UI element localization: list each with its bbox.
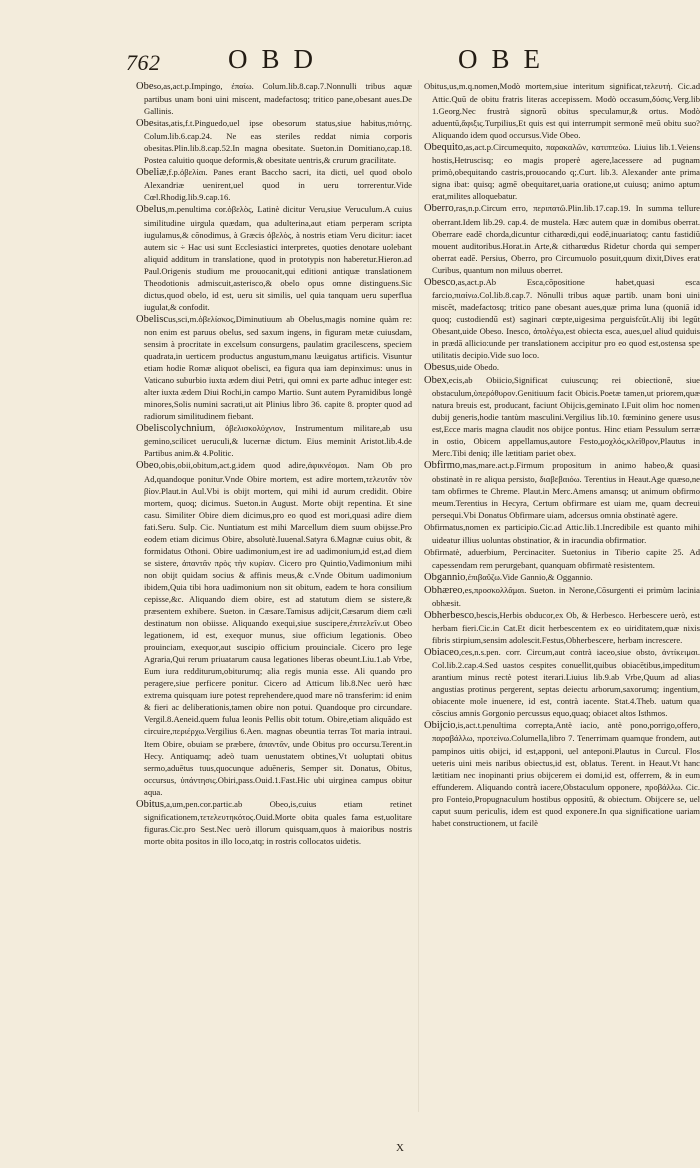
- page-number: 762: [126, 50, 161, 75]
- right-column: [424, 80, 700, 829]
- dictionary-entry: [424, 521, 700, 546]
- entry-headword: Obhæreo: [424, 584, 463, 596]
- entry-text: ,as,act.p.Circumequito, παρακαλῶν, κατιππεύω. Liuius lib.1.Veiens hostis,Hetruscisq; eo magis properè agere,lacessere ad pugnam primò,obequitando castris,prouocando q;.Curt. lib.3. Alexander ante prima signa ibat: quisq; agmē obequitaret,uaria oratione,ut cuiusq; animo aptum erat,milites alloquebatur.: [432, 142, 700, 202]
- dictionary-entry: [424, 571, 700, 584]
- entry-headword: Obeo: [136, 460, 159, 472]
- dictionary-entry: [136, 313, 412, 422]
- entry-headword: Oberro: [424, 203, 454, 215]
- entry-text: ,uide Obedo.: [454, 362, 500, 373]
- dictionary-entry: [136, 166, 412, 203]
- dictionary-entry: [424, 374, 700, 459]
- entry-text: ,a,um,pen.cor.partic.ab Obeo,is,cuius etiam retinet significationem,τετελευτηκότος.Ouid.Morte obita quales fama est,uolitare figuras.Cic.pro Sest.Nec uerò illorum quisquam,quos à maioribus nostris morte obita positos in illo loco,atq; in rostris collocatos uidetis.: [144, 798, 412, 846]
- entry-headword: Obelisc: [136, 313, 169, 325]
- dictionary-entry: [424, 609, 700, 646]
- entry-headword: Obfirmo: [424, 460, 461, 472]
- dictionary-entry: [424, 361, 700, 374]
- entry-headword: Obelus: [136, 204, 166, 216]
- entry-headword: Obiaceo: [424, 647, 459, 659]
- dictionary-entry: [136, 80, 412, 117]
- entry-text: ,ces,n.s.pen. corr. Circum,aut contrà iaceo,siue obsto, ἀντίκειμαι. Col.lib.2.cap.4.Sed uastos cespites conuellit,quibus obiacētibus,impeditum arantium minus rectè potest iterari.Liuius lib.9.ab Vrbe,Quum ad alias angustias protinus pergerent, septas deiectu arborum,saxorumq; ingentium, obiacente mole inuenere, id est, contrà iacente. Stat.4.Theb. uatum qua cōscius amnis Gorgonio percussus equo,quaq; obiacet altos Isthmos.: [432, 647, 700, 719]
- entry-text: ,obis,obii,obitum,act.g.idem quod adire,ἀφικνέομαι. Nam Ob pro Ad,quandoque ponitur.Vnde Obire mortem, est adire mortem,τελευτᾶν τὸν βίον.Plaut.in Aul.Vbi is obijt mortem, qui mihi id aurum credidit. Obire mortem, quoq; dicimus. Sueton.in August. Morte obijt repentina. Et sine casu. Similiter Obire diem dicimus,pro eo quod est mori,quasi adire diem fati.Seru. Sulp. Cic. Nuntiatum est mihi Marcellum diem suum obijsse.Pro eodem etiam dicimus Obire, absolutè.Iuuenal.Satyra 6.Magnæ cuius obit, & formidatus Othoni. Obire uadimonium,est ire ad uadimonium,id est,ad diem se sistere, ἀπαντᾶν πρὸς τὴν κυρίαν. Cicero pro Quintio,Vadimonium mihi non obijt quidam socius & affinis meus,& c.Vnde Obitum uadimonium ibidem,Quia tibi hora uadimonium non sit obitum, eadem te hora consilium cepisse,&c. Aliquando diem obire, est ad statutum diem se sistere,& præsentem exhibere. Sueton. in Cæsare.Tamisus adijcit,Cæsarum diem cæli destinatum non obiisse. Aliquando exequi,siue suscipere,ἐπιτελεῖν.ut Obeo legationem, id est, exequor munus, siue officium legationis. Obeo prouinciam, exequor,aut suscipio officium prouinciale. Cicero pro lege Agraria,Qui rerum priuatarum causa legationes liberas obeunt.Liu.1.ab Vrbe, Eum iura redditurum,obiturumq; alia regis munia esse. Ali quando pro peragere,siue perficere ponitur. Cicero ad Atticum lib.8.Nec uerò hæc extrema quisquam iure potest reprehendere,quod mare nō transferim: id enim & fieri ac deliberationis,tamen obire non potui. Quandoque pro circundare. Vergil.8.Aeneid.quem fulua leonis Pellis obit totum. Obire,etiam aliquādo est circuire,περιέρχω.Vergilius 6.Aen. magnas obeuntia terras Tot maria intraui. Item Obire, obuiam se præbere, ἀπαντᾶν, unde Obitus pro occursu.Terent.in Hecy. Antiquamq; adeò tuam uenustatem obtines,Vt uoluptati obitus sermo,aduētus tuus,quocunque aduēneris, Semper sit. Donatus, Obitus, occursus, ὑπάντησις.Obiri,pass.Ouid.1.Fast.Hic ubi uirginea campus obitur aqua.: [144, 460, 412, 797]
- dictionary-entry: [424, 80, 700, 141]
- entry-text: us,sci,m.ὀβελίσκος,Diminutiuum ab Obelus,magis nomine quàm re: non enim est paruus obelus, sed saxum ingens, in figuram metæ cuiusdam, sensim à procritate in excelsum consurgens, paulatim gracilescens, speciem quadrata,in uerticem productus angustum,manu læuigatus artificis. Visuntur etiam hodie Romæ aliquot obelisci, ea figura qua iam depinximus: unus in Vaticano suburbio iuxta ædem diui Petri, qui omni ex parte adhuc integer est: alter iuxta ædem Diui Rochi,in campo Martio. Sunt autem Pyramidibus longè minores,Solis numini sacrati,ut ait Plinius libro 36. capite 8. propter quod ad radiorum similitudinem fiebant.: [144, 313, 412, 422]
- dictionary-entry: [424, 202, 700, 275]
- dictionary-entry: [424, 459, 700, 520]
- signature-mark: X: [396, 1142, 404, 1154]
- dictionary-entry: [424, 141, 700, 202]
- entry-text: so,as,act.p.Impingo, ἐπαίω. Colum.lib.8.cap.7.Nonnulli tribus aquæ partibus unam boni uini miscent, madefactosq; tritico pane,obesant aues.De Gallinis.: [144, 81, 412, 117]
- left-column: [136, 80, 412, 847]
- dictionary-entry: [424, 276, 700, 361]
- page-header: [128, 44, 680, 78]
- entry-text: sitas,atis,f.t.Pinguedo,uel ipse obesorum status,siue habitus,πιότης. Colum.lib.6.cap.24. Ne eas steriles reddat nimia corporis obesitas.Plin.lib.8.cap.52.In magna obesitate. Sueton.in Domitiano,cap.18. Postea caluitio quoque deformis,& obesitate uentris,& crurum gracilitate.: [144, 118, 412, 166]
- entry-headword: Obeliæ: [136, 167, 167, 179]
- dictionary-entry: [136, 459, 412, 797]
- dictionary-entry: [136, 422, 412, 459]
- entry-headword: Obesus: [424, 362, 455, 374]
- dictionary-entry: [424, 546, 700, 571]
- dictionary-entry: [424, 646, 700, 719]
- right-running-head: OBE: [458, 44, 554, 74]
- entry-headword: Obgannio: [424, 571, 466, 583]
- column-divider: [418, 80, 419, 1112]
- entry-text: ,is,act.t.penultima correpta,Antè iacio, antè pono,porrigo,offero, παραβάλλω, προτείνω.Columella,libro 7. Tenerrimam quamque frondem, aut pampinos uitis obijci, id est,apponi, uel anteponi.Plautus in Curcul. Flos ueteris uini meis naribus obiectus,id est, oblatus. Terent. in Heaut.Vt hanc lætitiam nec inopinanti prius obijcerem ei domi,id est, offerrem, & in eum effunderem. Aliquando contrà iacere,Obstaculum opponere, προβάλλω. Cic. pro Fonteio,Propugnaculum hostibus oppositū, & obiectum. Obijcere se, uel caput suum periculis, idem est quod exponere.In qua significatione uariam habet constructionem, ut facilè: [432, 720, 700, 828]
- entry-headword: Obitus: [136, 798, 165, 810]
- entry-headword: Obesco: [424, 276, 456, 288]
- entry-text: ,as,act.p.Ab Esca,cōpositione habet,quasi esca farcio,πιαίνω.Col.lib.8.cap.7. Nōnulli tribus aquæ partib. unam boni uini miscēt, madefactosq; tritico pane obesant aues,quæ prima luna (quoniā id quoq; custodiendū est) saginari cœpte,uigesima perguisfcūt.Alij ibi legūt Obesant,uide Obeso. Inesco, ἀπολέγω,est obiecta esca, aues,uel aliud quiduis in prædā allicio:unde per translationem accipitur pro eo quod est,ostensa spe utilitatis decipio.Vide suo loco.: [432, 276, 700, 361]
- entry-headword: Obe: [136, 81, 154, 92]
- entry-text: , ὀβελισκολύχνιον, Instrumentum militare,ab usu gemino,scilicet ueruculi,& lucernæ dictum. Eius meminit Aristot.lib.4.de Partibus anim.& 4.Politic.: [144, 423, 412, 459]
- entry-text: ,ras,n.p.Circum erro, περιπατῶ.Plin.lib.17.cap.19. In summa tellure oberrant.Idem lib.29. cap.4. de mustela. Hæc autem quæ in domibus oberrat. Oberrare eadē chorda,dicuntur citharœdi,qui eodē,inuariatoq; cantu fastidiū mouent auditoribus.Horat.in Arte,& citharœdus Ridetur chorda qui semper oberrat eadē. Persius, Oberro, pro Circumuolo posuit,quum dixit,Dives erat Curibus, quantum non miluus oberret.: [432, 203, 700, 275]
- entry-text: ,f.p.ὀβελίαι. Panes erant Baccho sacri, ita dicti, uel quod obolo Alexandriæ uenirent,uel quod in ueru torrerentur.Vide Cœl.Rhodig.lib.9.cap.16.: [144, 167, 412, 203]
- entry-text: Obfirmatus,nomen ex participio.Cic.ad Attic.lib.1.Incredibile est quanto mihi uideatur illius uoluntas obstinatior, & in iracundia obfirmatior.: [424, 521, 700, 545]
- left-running-head: OBD: [228, 44, 328, 74]
- entry-headword: Obe: [136, 118, 154, 130]
- dictionary-entry: [136, 203, 412, 312]
- entry-text: ,mas,mare.act.p.Firmum propositum in animo habeo,& quasi obstinatè in re aliqua persisto, διαβεβαιόω. Terentius in Heaut.Age quæso,ne tam obfirmes te Chreme. Plaut.in Merc.Amens amansq; ut animum obfirmo meum.Terentius in Hecyra, Certum obfirmare est uiam me, quam decreui persequi.Vbi Donatus Obfirmare uiam, adcersus omnia obstinatè agere.: [432, 460, 700, 520]
- dictionary-entry: [424, 719, 700, 828]
- entry-text: ,ἐπιβαΰζω.Vide Gannio,& Oggannio.: [465, 571, 593, 582]
- dictionary-entry: [136, 117, 412, 166]
- entry-text: Obitus,us,m.q.nomen,Modò mortem,siue interitum significat,τελευτή. Cic.ad Attic.Quū de obitu fratris literas accepissem. Modò occasum,δύσις.Verg.lib 1.Georg.Nec frustrà signorū obitus speculamur,& ortus. Modò aduentū,ἄφιξις.Turpilius,Et quis est qui interrumpit sermonē meū obitu suo?Aliquando idem quod occursus.Vide Obeo.: [424, 81, 700, 141]
- entry-text: ,bescis,Herbis obducor,ex Ob, & Herbesco. Herbescere uerò, est herbam fieri.Cic.in Cat.Et dicit herbescentem ex eo uiriditatem,quæ nixis fibris stirpium,sensim adolescit.Festus,Obherbescere, herbam increscere.: [432, 610, 700, 646]
- entry-headword: Obherbesco: [424, 610, 475, 622]
- entry-text: ,m.penultima cor.ὀβελὸς, Latinè dicitur Veru,siue Veruculum.A cuius similitudine uirgula quædam, qua adulterina,aut etiam perperam scripta iugulamus,& cōnodimus, à Græcis ὀβελὸς, à nostris etiam Veru dicitur: iacet autem sic ÷ Hac usi sunt Ecclesiastici interpretes, quoties denotare uolebant aliquid additum in translatione, quod in prototypis non haberetur.Hieron.ad Paul.Origenis studium me prouocanit,qui editioni antiquæ translationem Theodotionis admiscuit,asterisco,& obelo opus omne distinguens.Sic dictus,quod obelo, id est, ueru sit similis, uel quia tanquam ueru superflua iugulat,& confodit.: [144, 204, 412, 312]
- entry-text: ,ecis,ab Obiicio,Significat cuiuscunq; rei obiectionē, siue obstaculum,ὑπερόθυρον.Genitiuum facit Obicis.Poetæ tamen,ut priorem,quæ natura breuis est, producant, faciunt Obijcis,geminato I.Fuit olim hoc nomen dubij generis,hodie tantùm masculini.Vergilius lib.10. fœminino genere usus est,Ecce maris magna claudit nos obijce pontus. Hinc etiam Pessulum serræ in ostio, Obicem appellamus,autore Festo,μοχλός,κλεῖθρον,Plautus in Merc.Tibi deniq; ille lætitiam pariet obex.: [432, 375, 700, 459]
- dictionary-entry: [424, 584, 700, 609]
- entry-headword: Obeliscolychnium: [136, 423, 213, 435]
- dictionary-entry: [136, 798, 412, 847]
- entry-headword: Obex: [424, 375, 447, 387]
- entry-headword: Obequito: [424, 142, 464, 154]
- entry-text: Obfirmatè, aduerbium, Percinaciter. Suetonius in Tiberio capite 25. Ad capessendam rem perurgebant, quanquam obfirmatè resistentem.: [424, 546, 700, 570]
- entry-headword: Obijcio: [424, 720, 456, 732]
- entry-text: ,es,προσκολλᾶμαι. Sueton. in Nerone,Cōsurgenti ei primùm lacinia obhæsit.: [432, 584, 700, 608]
